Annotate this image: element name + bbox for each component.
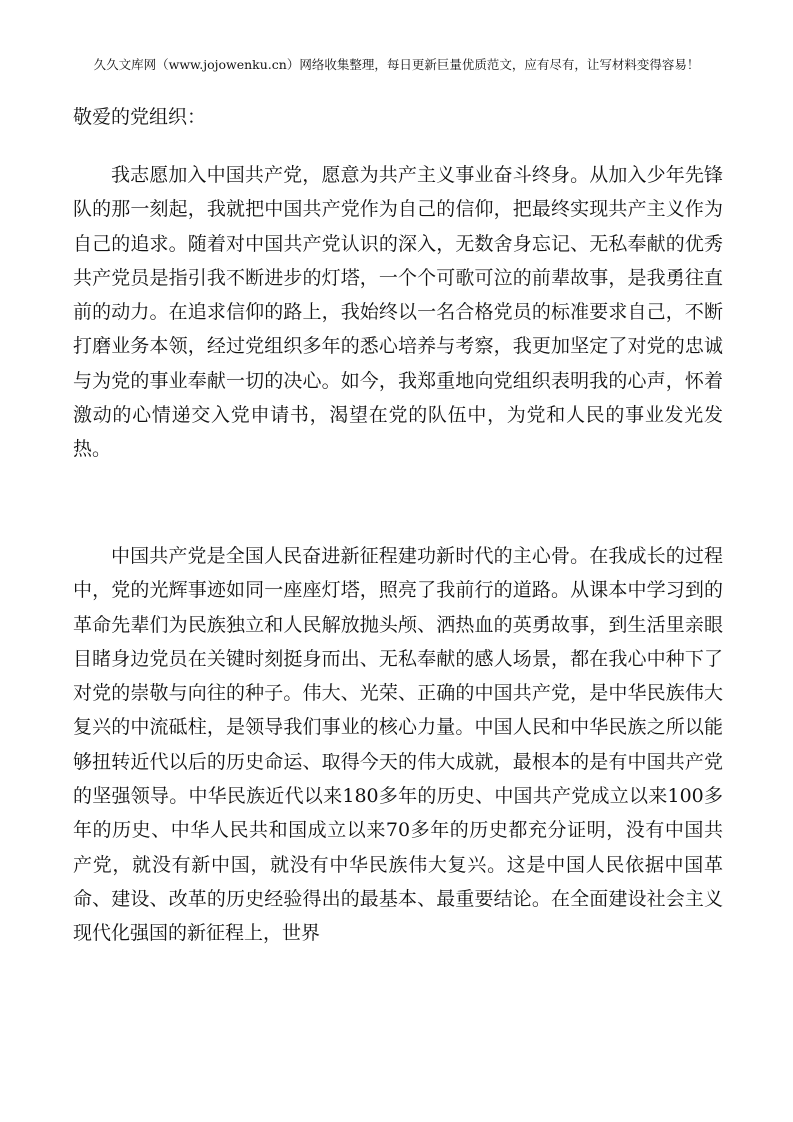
body-paragraph-1: 我志愿加入中国共产党，愿意为共产主义事业奋斗终身。从加入少年先锋队的那一刻起，我就把中国共产党作为自己的信仰，把最终实现共产主义作为自己的追求。随着对中国共产党认识的深入，无数舍身忘记、无私奉献的优秀共产党员是指引我不断进步的灯塔，一个个可歌可泣的前辈故事，是我勇往直前的动力。在追求信仰的路上，我始终以一名合格党员的标准要求自己，不断打磨业务本领，经过党组织多年的悉心培养与考察，我更加坚定了对党的忠诚与为党的事业奉献一切的决心。如今，我郑重地向党组织表明我的心声，怀着激动的心情递交入党申请书，渴望在党的队伍中，为党和人民的事业发光发热。 (73, 164, 723, 461)
body-paragraph-2: 中国共产党是全国人民奋进新征程建功新时代的主心骨。在我成长的过程中，党的光辉事迹如同一座座灯塔，照亮了我前行的道路。从课本中学习到的革命先辈们为民族独立和人民解放抛头颅、洒热血的英勇故事，到生活里亲眼目睹身边党员在关键时刻挺身而出、无私奉献的感人场景，都在我心中种下了对党的崇敬与向往的种子。伟大、光荣、正确的中国共产党，是中华民族伟大复兴的中流砥柱，是领导我们事业的核心力量。中国人民和中华民族之所以能够扭转近代以后的历史命运、取得今天的伟大成就，最根本的是有中国共产党的坚强领导。中华民族近代以来180多年的历史、中国共产党成立以来100多年的历史、中华人民共和国成立以来70多年的历史都充分证明，没有中国共产党，就没有新中国，就没有中华民族伟大复兴。这是中国人民依据中国革命、建设、改革的历史经验得出的最基本、最重要结论。在全面建设社会主义现代化强国的新征程上，世界 (73, 545, 723, 945)
page-header: 久久文库网（www.jojowenku.cn）网络收集整理，每日更新巨量优质范文，应有尽有，让写材料变得容易！ (93, 57, 700, 72)
letter-salutation: 敬爱的党组织： (73, 106, 207, 128)
